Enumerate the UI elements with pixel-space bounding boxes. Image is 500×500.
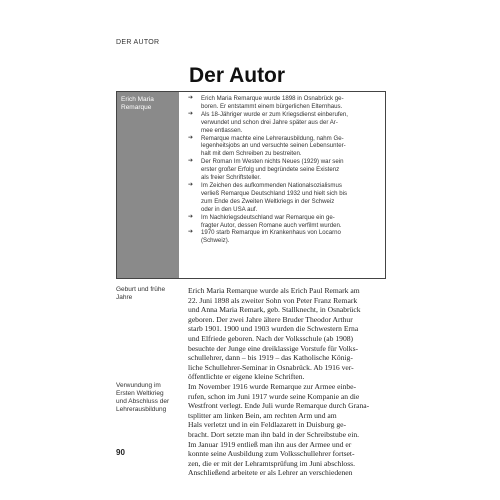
arrow-right-icon: ➔ (188, 213, 194, 220)
arrow-right-icon: ➔ (188, 229, 194, 236)
page-number: 90 (116, 448, 125, 457)
fact-box-item (188, 95, 381, 111)
fact-box-label (117, 92, 179, 278)
fact-box-item-text: Remarque machte eine Lehrerausbildung, nahm Ge- legenheitsjobs an und versuchte seinen Lebensunter- halt mit dem Schreiben zu bestreiten. (201, 134, 346, 158)
arrow-right-icon: ➔ (188, 134, 194, 141)
fact-box-item (188, 158, 381, 182)
section-war-wound (116, 382, 406, 478)
arrow-right-icon: ➔ (188, 158, 194, 165)
fact-box-item-text: Als 18-Jähriger wurde er zum Kriegsdienst einberufen, verwundet und schon drei Jahre später aus der Ar- mee entlassen. (201, 110, 348, 134)
fact-box (116, 91, 386, 279)
fact-box-item (188, 135, 381, 159)
fact-box-item-text: Der Roman Im Westen nichts Neues (1929) war sein erster großer Erfolg und begründete seine Existenz als freier Schriftsteller. (201, 158, 344, 182)
fact-box-item (188, 182, 381, 214)
fact-box-item (188, 214, 381, 230)
margin-label: Verwundung im Ersten Weltkrieg und Abschluss der Lehrerausbildung (116, 382, 170, 413)
arrow-right-icon: ➔ (188, 110, 194, 117)
section-birth-early-years (116, 286, 406, 382)
margin-label: Geburt und frühe Jahre (116, 286, 166, 301)
fact-box-item-text: Im Nachkriegsdeutschland war Remarque ein ge- fragter Autor, dessen Romane auch verfilmt wurden. (201, 213, 342, 229)
fact-box-item (188, 111, 381, 135)
fact-box-label-text: Erich Maria Remarque (121, 96, 154, 111)
fact-box-list (179, 92, 385, 278)
page-title: Der Autor (189, 64, 286, 87)
paragraph: Im November 1916 wurde Remarque zur Armee einbe- rufen, schon im Juni 1917 wurde seine Kompanie an die Westfront verlegt. Ende Juli wurde Remarque durch Grana- tsplitter am linken Bein, am rechten Arm und am Hals verletzt und in ein Feldlazarett in Duisburg ge- bracht. Dort setzte man ihn bald in der Schreibstube ein. Im Januar 1919 entließ man ihn aus der Armee und er konnte seine Ausbildung zum Volksschullehrer fortset- zen, die er mit der Lehramtsprüfung im Juni abschloss. Anschließend arbeitete er als Lehrer an verschiedenen (188, 382, 370, 478)
arrow-right-icon: ➔ (188, 181, 194, 188)
fact-box-item-text: 1970 starb Remarque im Krankenhaus von Locarno (Schweiz). (201, 229, 341, 245)
fact-box-item-text: Im Zeichen des aufkommenden Nationalsozialismus verließ Remarque Deutschland 1932 und hielt sich bis zum Ende des Zweiten Weltkriegs in der Schweiz oder in den USA auf. (201, 181, 347, 213)
running-head: DER AUTOR (116, 39, 160, 46)
arrow-right-icon: ➔ (188, 95, 194, 101)
paragraph: Erich Maria Remarque wurde als Erich Paul Remark am 22. Juni 1898 als zweiter Sohn von Peter Franz Remark und Anna Maria Remark, geb. Stallknecht, in Osnabrück geboren. Der zwei Jahre ältere Bruder Theodor Arthur starb 1901. 1900 und 1903 wurden die Schwestern Erna und Elfriede geboren. Nach der Volksschule (ab 1908) besuchte der Junge eine dreiklassige Vorstufe für Volks- schullehrer, dann – bis 1919 – das Katholische König- liche Schullehrer-Seminar in Osnabrück. Ab 1916 ver- öffentlichte er eigene kleine Schriften. (188, 286, 361, 382)
fact-box-item-text: Erich Maria Remarque wurde 1898 in Osnabrück ge- boren. Er entstammt einem bürgerlichen Elternhaus. (201, 95, 344, 110)
fact-box-item (188, 229, 381, 245)
